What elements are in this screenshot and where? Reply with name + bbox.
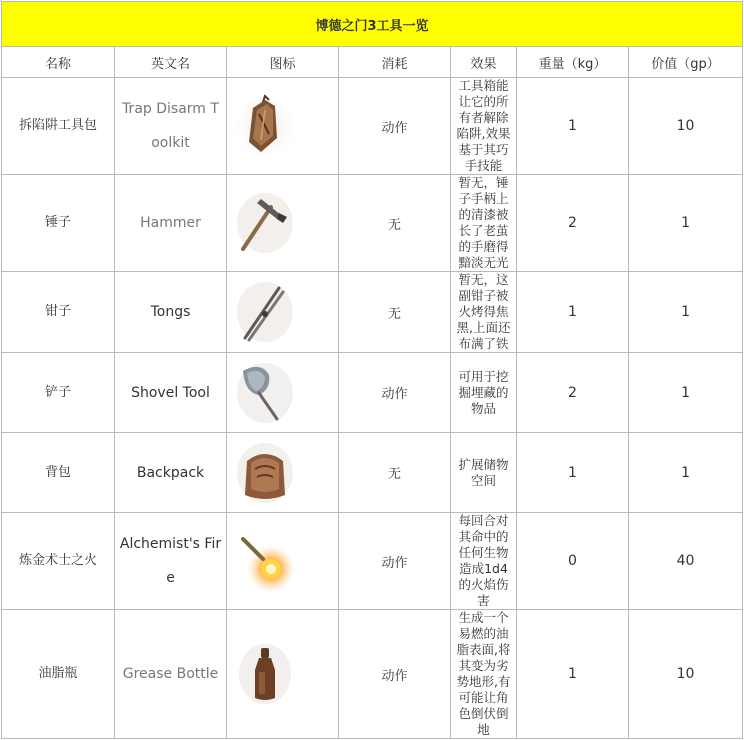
item-consume: 无 <box>339 433 451 513</box>
alchemist-fire-icon <box>227 513 339 610</box>
item-weight: 1 <box>517 610 629 739</box>
item-weight: 2 <box>517 353 629 433</box>
item-consume: 动作 <box>339 610 451 739</box>
item-consume: 动作 <box>339 78 451 175</box>
item-name: 铲子 <box>2 353 115 433</box>
header-weight: 重量（kg） <box>517 47 629 78</box>
item-english-name: Tongs <box>115 272 227 353</box>
grease-bottle-icon <box>227 610 339 739</box>
table-row <box>2 272 743 353</box>
item-english-name: Grease Bottle <box>115 610 227 739</box>
item-effect: 工具箱能让它的所有者解除陷阱,效果基于其巧手技能 <box>451 78 517 175</box>
item-english-name: Shovel Tool <box>115 353 227 433</box>
backpack-icon <box>227 433 339 513</box>
header-icon: 图标 <box>227 47 339 78</box>
item-name: 拆陷阱工具包 <box>2 78 115 175</box>
tongs-icon <box>227 272 339 353</box>
item-name: 背包 <box>2 433 115 513</box>
item-name: 油脂瓶 <box>2 610 115 739</box>
item-effect: 生成一个易燃的油脂表面,将其变为劣势地形,有可能让角色倒伏倒地 <box>451 610 517 739</box>
header-consume: 消耗 <box>339 47 451 78</box>
item-name: 钳子 <box>2 272 115 353</box>
item-effect: 暂无，锤子手柄上的清漆被长了老茧的手磨得黯淡无光 <box>451 175 517 272</box>
item-value: 1 <box>629 433 743 513</box>
table-row <box>2 353 743 433</box>
item-consume: 无 <box>339 175 451 272</box>
item-weight: 1 <box>517 433 629 513</box>
table-row <box>2 175 743 272</box>
item-effect: 每回合对其命中的任何生物造成1d4的火焰伤害 <box>451 513 517 610</box>
item-effect: 暂无，这副钳子被火烤得焦黑,上面还布满了铁 <box>451 272 517 353</box>
item-value: 10 <box>629 610 743 739</box>
toolkit-icon <box>227 78 339 175</box>
item-effect: 可用于挖掘埋藏的物品 <box>451 353 517 433</box>
header-name: 名称 <box>2 47 115 78</box>
item-name: 炼金术士之火 <box>2 513 115 610</box>
item-weight: 2 <box>517 175 629 272</box>
item-value: 1 <box>629 272 743 353</box>
item-english-name: Hammer <box>115 175 227 272</box>
tools-table <box>1 1 743 739</box>
header-effect: 效果 <box>451 47 517 78</box>
header-row <box>2 47 743 78</box>
table-row <box>2 513 743 610</box>
item-value: 10 <box>629 78 743 175</box>
item-consume: 动作 <box>339 513 451 610</box>
table-row <box>2 78 743 175</box>
item-consume: 动作 <box>339 353 451 433</box>
table-title: 博德之门3工具一览 <box>2 2 743 47</box>
item-english-name: Alchemist's Fire <box>115 513 227 610</box>
table-row <box>2 610 743 739</box>
item-english-name: Trap Disarm Toolkit <box>115 78 227 175</box>
item-value: 40 <box>629 513 743 610</box>
header-value: 价值（gp） <box>629 47 743 78</box>
table-row <box>2 433 743 513</box>
shovel-icon <box>227 353 339 433</box>
item-weight: 1 <box>517 78 629 175</box>
item-english-name: Backpack <box>115 433 227 513</box>
header-english: 英文名 <box>115 47 227 78</box>
item-weight: 1 <box>517 272 629 353</box>
item-weight: 0 <box>517 513 629 610</box>
item-value: 1 <box>629 175 743 272</box>
item-effect: 扩展储物空间 <box>451 433 517 513</box>
item-value: 1 <box>629 353 743 433</box>
item-name: 锤子 <box>2 175 115 272</box>
item-consume: 无 <box>339 272 451 353</box>
hammer-icon <box>227 175 339 272</box>
